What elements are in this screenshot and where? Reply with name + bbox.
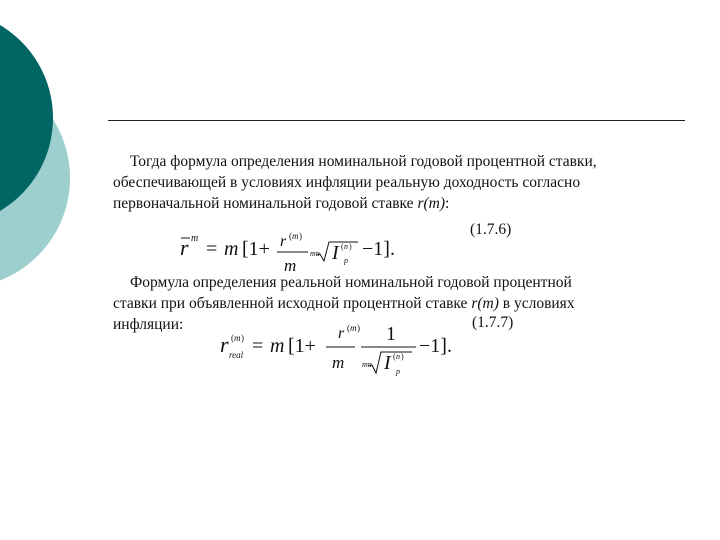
svg-text:r: r [338,325,345,342]
svg-text:I: I [384,352,391,374]
svg-text:r: r [180,235,189,260]
svg-text:mn: mn [362,360,372,369]
svg-text:(: ( [393,352,396,361]
svg-text:m: m [292,231,299,241]
paragraph-1-line-1: Тогда формула определения номинальной годовой процентной ставки, [130,153,597,170]
svg-text:(: ( [289,231,292,241]
svg-text:m: m [191,233,199,244]
decorative-circles [0,0,120,300]
svg-text:m: m [284,256,297,275]
svg-text:(: ( [341,242,344,251]
svg-text:=: = [206,238,218,260]
equation-2-number: (1.7.7) [472,314,514,331]
line-punct: : [445,195,450,212]
equation-1-number: (1.7.6) [470,221,512,238]
svg-text:): ) [299,231,302,241]
formula-1-7-7 [216,316,466,378]
header-divider [108,120,685,121]
line-text-end: в условиях [498,295,575,312]
svg-text:m: m [234,333,241,343]
svg-text:n: n [344,242,348,251]
paragraph-1-line-2: обеспечивающей в условиях инфляции реальную доходность согласно [113,174,581,191]
svg-text:m: m [350,323,357,333]
paragraph-2-line-1: Формула определения реальной номинальной годовой процентной [130,274,572,291]
svg-text:p: p [344,256,348,265]
line-text: первоначальной номинальной годовой ставке [113,195,418,212]
svg-text:): ) [241,333,244,343]
svg-text:(: ( [347,323,350,333]
svg-text:(: ( [231,333,234,343]
svg-text:mn: mn [310,249,320,258]
svg-text:[1+: [1+ [288,335,316,357]
svg-text:p: p [396,367,400,376]
svg-text:1: 1 [386,323,396,345]
svg-text:): ) [401,352,404,361]
svg-text:I: I [332,242,339,264]
svg-text:m: m [270,335,285,357]
variable-rm: r(m) [417,195,445,212]
paragraph-2-line-2 [113,293,575,314]
paragraph-1-line-3 [113,193,449,214]
svg-text:): ) [357,323,360,333]
svg-text:−1].: −1]. [362,238,395,260]
svg-text:n: n [396,352,400,361]
svg-text:=: = [252,335,264,357]
svg-text:r: r [220,332,229,357]
formula-1-7-6 [176,228,416,278]
line-text: ставки при объявленной исходной процентной ставке [113,295,472,312]
svg-text:m: m [332,353,345,372]
svg-text:): ) [349,242,352,251]
paragraph-2-line-3: инфляции: [113,316,184,333]
variable-rm: r(m) [471,295,499,312]
svg-text:[1+: [1+ [242,238,270,260]
svg-text:m: m [224,238,239,260]
svg-text:r: r [280,233,287,250]
svg-text:−1].: −1]. [419,335,452,357]
svg-text:real: real [229,350,244,360]
